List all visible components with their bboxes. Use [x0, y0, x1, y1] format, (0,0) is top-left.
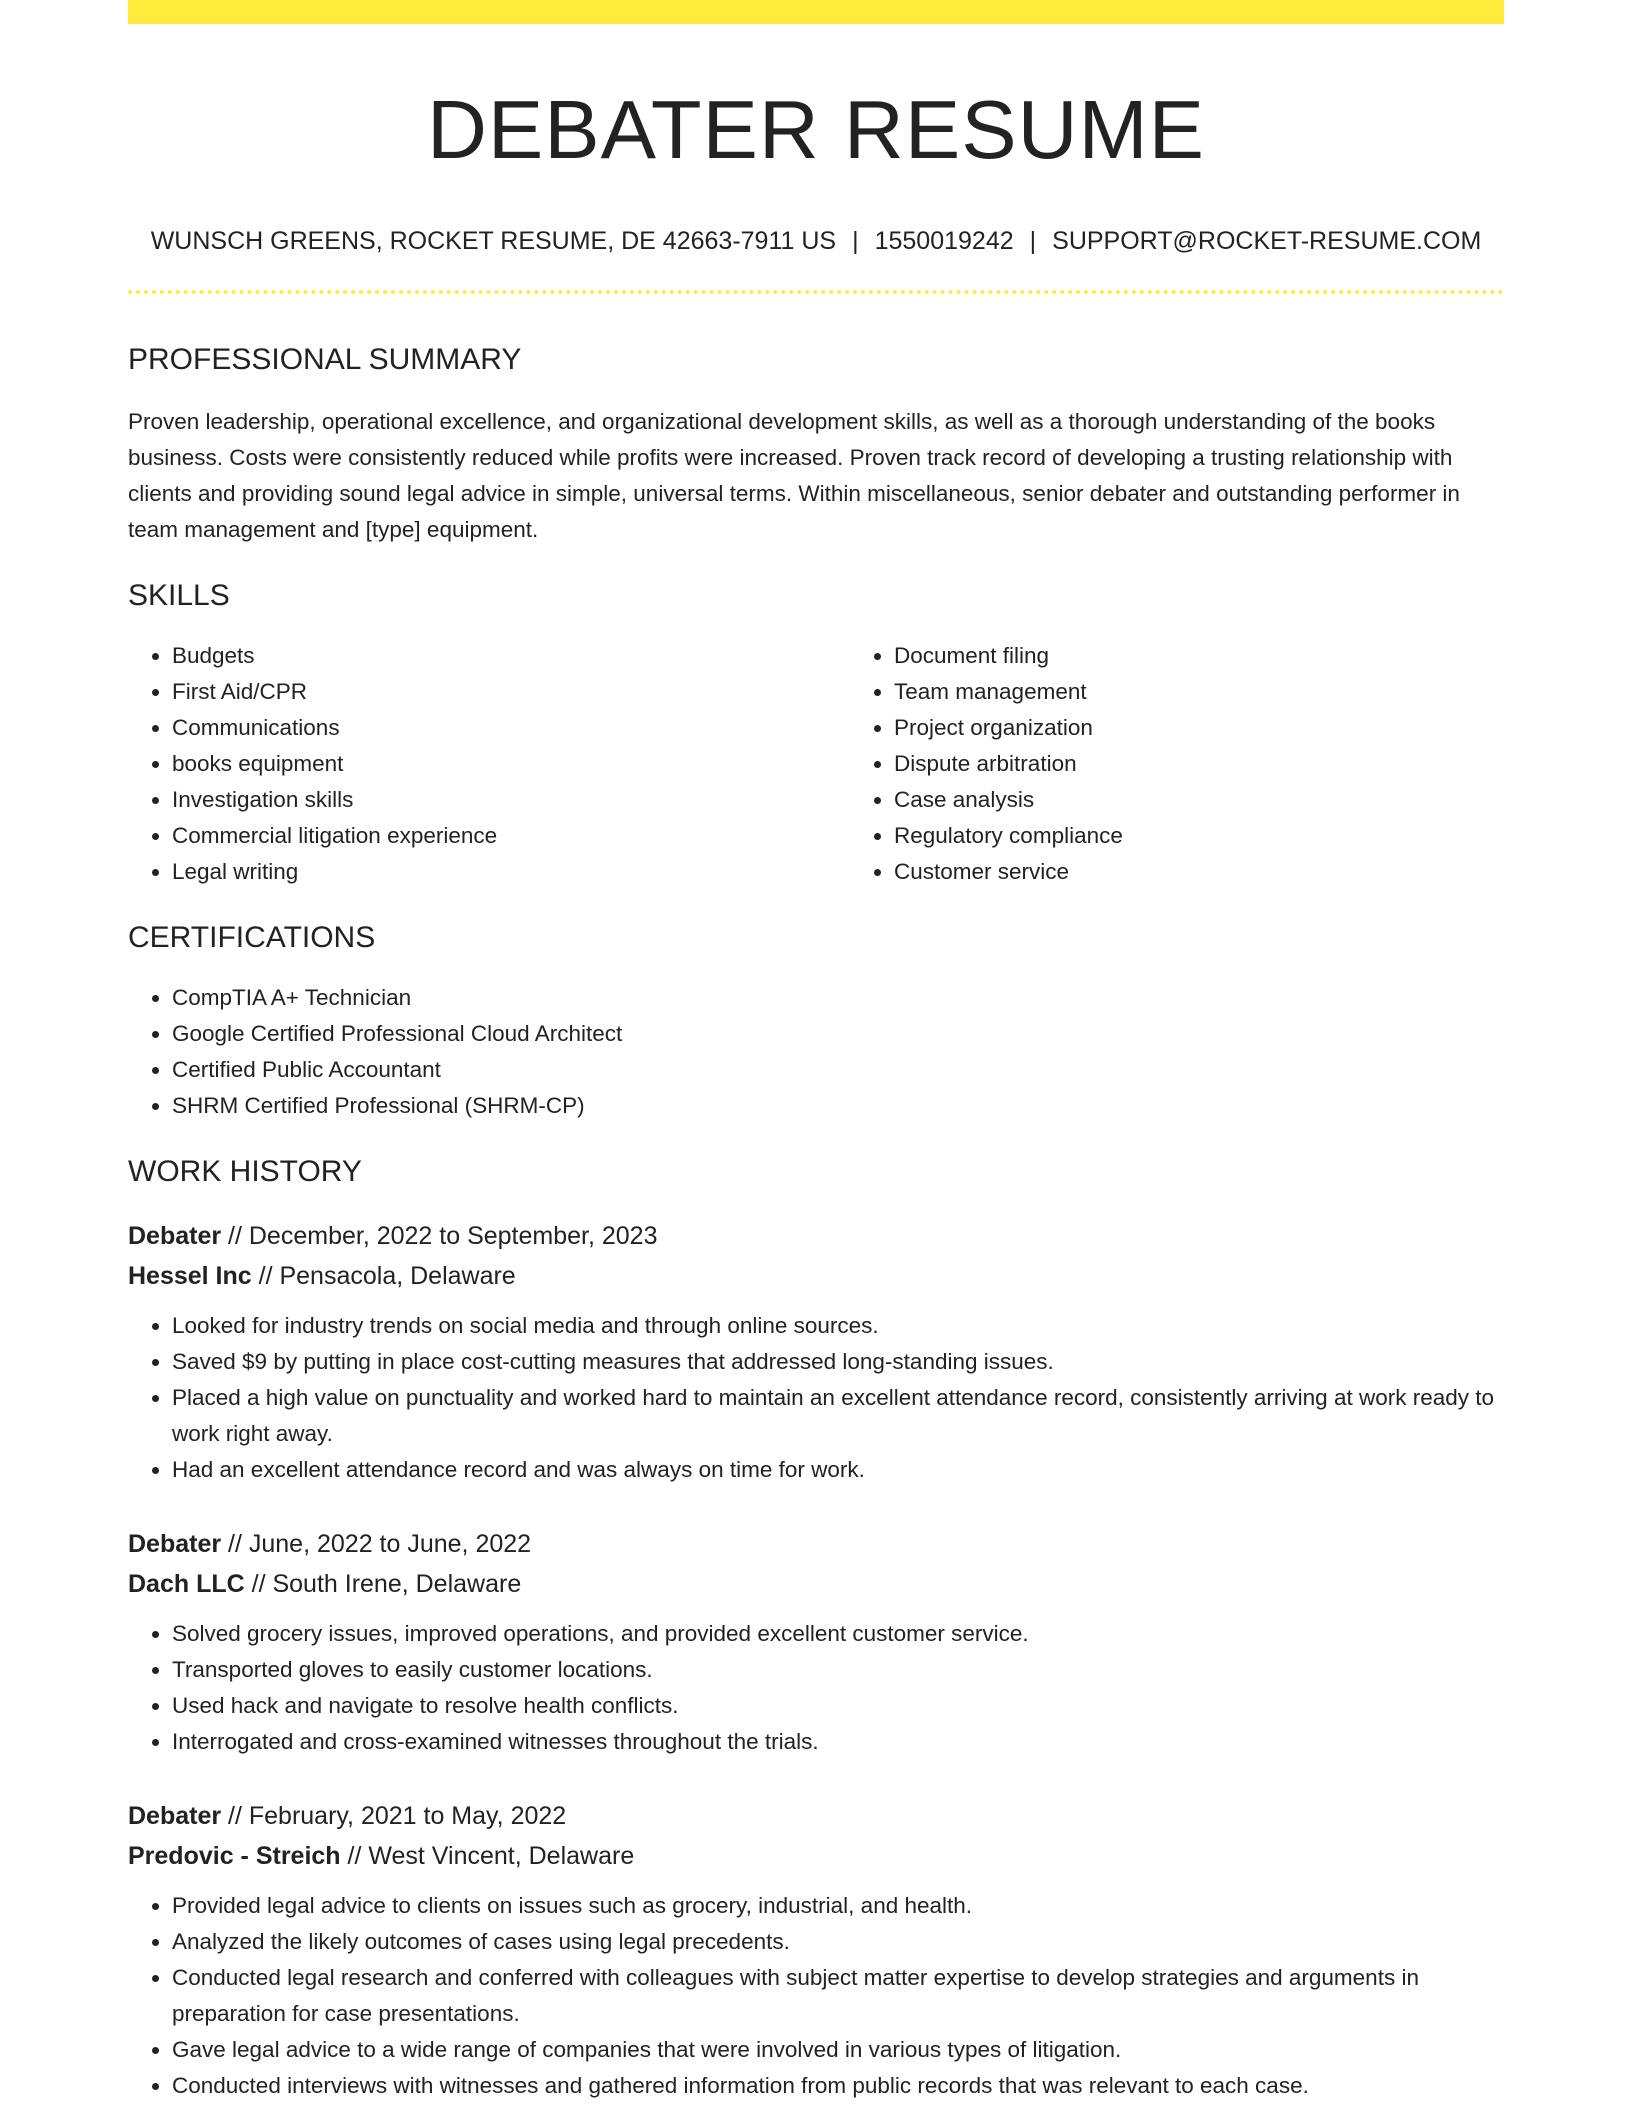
work-history-section — [128, 1154, 1504, 2104]
list-item: • Customer service — [894, 854, 1572, 890]
job-company: Dach LLC — [128, 1570, 245, 1599]
job-title-line — [128, 1796, 1504, 1836]
list-item: • Placed a high value on punctuality and worked hard to maintain an excellent attendance record, consistently arriving at work ready to work right away. — [172, 1380, 1504, 1452]
skills-section — [128, 578, 1504, 890]
job-dates: // December, 2022 to September, 2023 — [221, 1222, 658, 1251]
page-title: DEBATER RESUME — [426, 83, 1206, 176]
job-company-line — [128, 1256, 1504, 1296]
certifications-section — [128, 920, 1504, 1124]
summary-heading: PROFESSIONAL SUMMARY — [128, 343, 522, 377]
list-item: • Certified Public Accountant — [172, 1052, 1504, 1088]
job-title: Debater — [128, 1222, 222, 1251]
list-item: • Team management — [894, 674, 1572, 710]
skills-columns — [128, 638, 1504, 890]
list-item: • Conducted interviews with witnesses and gathered information from public records that was relevant to each case. — [172, 2068, 1504, 2104]
list-item: • Transported gloves to easily customer locations. — [172, 1652, 1504, 1688]
list-item: • Commercial litigation experience — [172, 818, 850, 854]
list-item: • Investigation skills — [172, 782, 850, 818]
list-item: • Gave legal advice to a wide range of companies that were involved in various types of litigation. — [172, 2032, 1504, 2068]
list-item: • Project organization — [894, 710, 1572, 746]
job-title-line — [128, 1524, 1504, 1564]
job-dates: // February, 2021 to May, 2022 — [221, 1802, 567, 1831]
list-item: • Used hack and navigate to resolve health conflicts. — [172, 1688, 1504, 1724]
list-item: • Looked for industry trends on social media and through online sources. — [172, 1308, 1504, 1344]
list-item: • SHRM Certified Professional (SHRM-CP) — [172, 1088, 1504, 1124]
job-title: Debater — [128, 1530, 222, 1559]
job-location: // Pensacola, Delaware — [251, 1262, 516, 1291]
certifications-list — [128, 980, 1504, 1124]
accent-top-bar — [128, 0, 1504, 24]
list-item: • First Aid/CPR — [172, 674, 850, 710]
contact-separator: | — [1029, 227, 1037, 256]
jobs-container — [128, 1216, 1504, 2104]
dotted-divider — [128, 290, 1504, 294]
list-item: • Dispute arbitration — [894, 746, 1572, 782]
list-item: • Document filing — [894, 638, 1572, 674]
contact-line — [128, 227, 1504, 256]
contact-separator: | — [852, 227, 859, 256]
list-item: • Had an excellent attendance record and was always on time for work. — [172, 1452, 1504, 1488]
list-item: • Communications — [172, 710, 850, 746]
job-company-line — [128, 1564, 1504, 1604]
list-item: • Regulatory compliance — [894, 818, 1572, 854]
job-dates: // June, 2022 to June, 2022 — [221, 1530, 532, 1559]
list-item: • Conducted legal research and conferred with colleagues with subject matter expertise to develop strategies and arguments in preparation for case presentations. — [172, 1960, 1504, 2032]
list-item: • books equipment — [172, 746, 850, 782]
resume-page — [128, 0, 1504, 2104]
certifications-heading: CERTIFICATIONS — [128, 921, 376, 955]
job-company: Hessel Inc — [128, 1262, 252, 1291]
job-location: // West Vincent, Delaware — [340, 1842, 635, 1871]
list-item: • Saved $9 by putting in place cost-cutting measures that addressed long-standing issues. — [172, 1344, 1504, 1380]
skills-list-right — [850, 638, 1572, 890]
work-history-heading: WORK HISTORY — [128, 1155, 362, 1189]
skills-heading: SKILLS — [128, 579, 230, 613]
summary-text: Proven leadership, operational excellence, and organizational development skills, as well as a thorough understanding of the books business. Costs were consistently reduced while profits were increased. Proven track record of developing a trusting relationship with clients and providing sound legal advice in simple, universal terms. Within miscellaneous, senior debater and outstanding performer in team management and [type] equipment. — [128, 409, 1460, 543]
job-bullets — [128, 1308, 1504, 1488]
job-company: Predovic - Streich — [128, 1842, 341, 1871]
list-item: • Budgets — [172, 638, 850, 674]
job-location: // South Irene, Delaware — [244, 1570, 522, 1599]
skills-list-left — [128, 638, 850, 890]
job-entry — [128, 1216, 1504, 1488]
job-bullets — [128, 1616, 1504, 1760]
job-title: Debater — [128, 1802, 222, 1831]
job-title-line — [128, 1216, 1504, 1256]
list-item: • Provided legal advice to clients on issues such as grocery, industrial, and health. — [172, 1888, 1504, 1924]
job-company-line — [128, 1836, 1504, 1876]
job-entry — [128, 1524, 1504, 1760]
list-item: • Case analysis — [894, 782, 1572, 818]
summary-section — [128, 342, 1504, 548]
contact-phone: 1550019242 — [874, 227, 1014, 256]
job-entry — [128, 1796, 1504, 2104]
contact-email: SUPPORT@ROCKET-RESUME.COM — [1052, 227, 1482, 256]
list-item: • Google Certified Professional Cloud Architect — [172, 1016, 1504, 1052]
job-bullets — [128, 1888, 1504, 2104]
contact-address: WUNSCH GREENS, ROCKET RESUME, DE 42663-7911 US — [150, 227, 837, 256]
list-item: • Solved grocery issues, improved operations, and provided excellent customer service. — [172, 1616, 1504, 1652]
list-item: • Legal writing — [172, 854, 850, 890]
list-item: • Interrogated and cross-examined witnesses throughout the trials. — [172, 1724, 1504, 1760]
list-item: • Analyzed the likely outcomes of cases using legal precedents. — [172, 1924, 1504, 1960]
list-item: • CompTIA A+ Technician — [172, 980, 1504, 1016]
